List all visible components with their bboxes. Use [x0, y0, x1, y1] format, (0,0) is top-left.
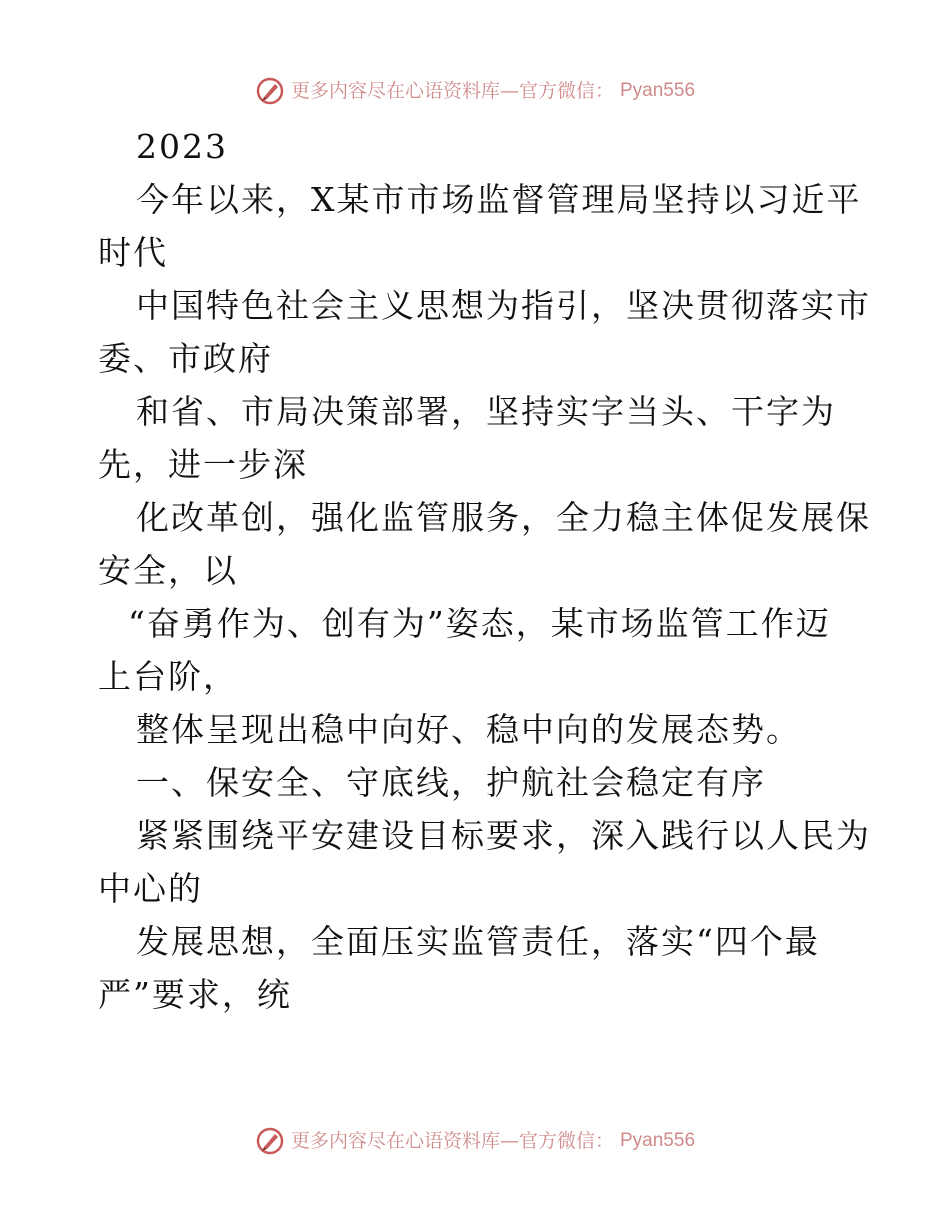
text-line: 安全，以 [98, 551, 238, 590]
text-line: 中心的 [98, 869, 203, 908]
watermark-text: 更多内容尽在心语资料库—官方微信： [290, 1130, 614, 1152]
text-line: 时代 [98, 233, 168, 272]
text-line: 今年以来，X某市市场监督管理局坚持以习近平 [136, 180, 862, 219]
watermark-handle: Pyan556 [620, 1130, 696, 1151]
watermark-text: 更多内容尽在心语资料库—官方微信： [290, 80, 614, 102]
text-line: 发展思想，全面压实监管责任，落实“四个最 [136, 922, 820, 961]
text-line: 紧紧围绕平安建设目标要求，深入践行以人民为 [136, 816, 871, 855]
text-line: 先，进一步深 [98, 445, 308, 484]
text-line: “奋勇作为、创有为”姿态，某市场监管工作迈 [128, 604, 831, 643]
watermark-handle: Pyan556 [620, 80, 696, 101]
text-line: 上台阶， [98, 657, 238, 696]
header-watermark [0, 76, 950, 106]
text-line: 整体呈现出稳中向好、稳中向的发展态势。 [136, 710, 801, 749]
pen-logo-icon [255, 1126, 285, 1156]
footer-watermark [0, 1126, 950, 1156]
text-line: 和省、市局决策部署，坚持实字当头、干字为 [136, 392, 836, 431]
text-line: 2023 [136, 127, 228, 166]
pen-logo-icon [255, 76, 285, 106]
text-line: 严”要求，统 [98, 975, 292, 1014]
text-line: 委、市政府 [98, 339, 273, 378]
body-text [98, 120, 871, 1021]
section-heading: 一、保安全、守底线，护航社会稳定有序 [136, 763, 766, 802]
text-line: 中国特色社会主义思想为指引，坚决贯彻落实市 [136, 286, 871, 325]
text-line: 化改革创，强化监管服务，全力稳主体促发展保 [136, 498, 871, 537]
